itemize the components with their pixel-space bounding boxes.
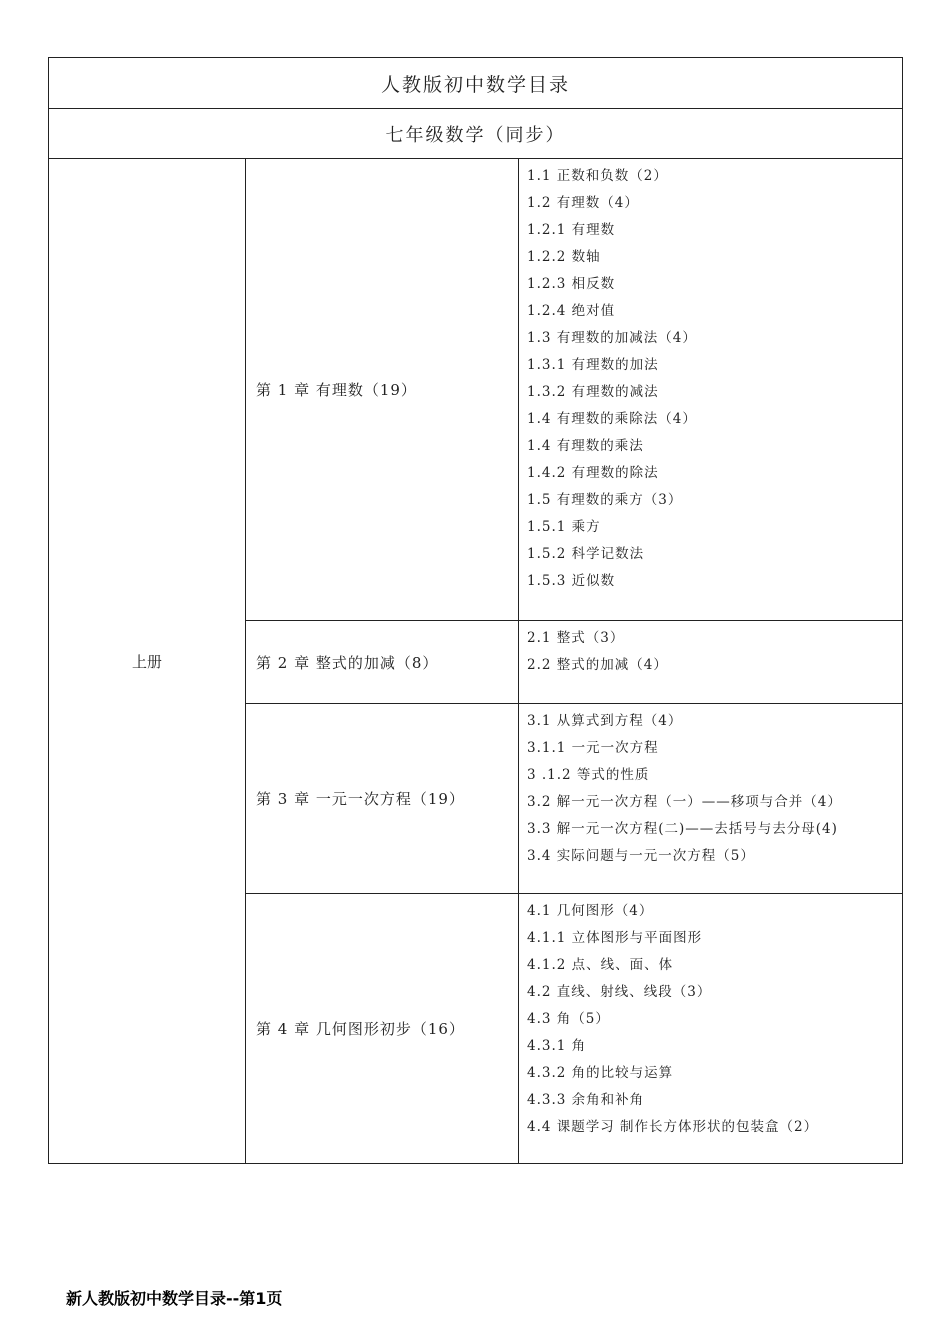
section-item: 1.4 有理数的乘法: [527, 438, 644, 454]
chapter-title: 第 4 章 几何图形初步（16）: [246, 894, 519, 1164]
section-item: 4.1.2 点、线、面、体: [527, 957, 674, 973]
section-item: 4.4 课题学习 制作长方体形状的包装盒（2）: [527, 1119, 819, 1135]
section-list: [527, 625, 902, 679]
section-item: 1.3.1 有理数的加法: [527, 357, 659, 373]
grade-heading: 七年级数学（同步）: [49, 109, 903, 159]
section-item: 1.2.1 有理数: [527, 222, 616, 238]
section-item: 1.4.2 有理数的除法: [527, 465, 659, 481]
catalog-table: [48, 57, 903, 1164]
section-item: 1.2.3 相反数: [527, 276, 616, 292]
volume-label: 上册: [49, 159, 246, 1164]
section-list: [527, 163, 902, 595]
section-item: 1.3 有理数的加减法（4）: [527, 330, 697, 346]
section-item: 1.5.1 乘方: [527, 519, 601, 535]
section-item: 3.2 解一元一次方程（一）——移项与合并（4）: [527, 794, 842, 810]
section-item: 4.2 直线、射线、线段（3）: [527, 984, 712, 1000]
section-item: 1.3.2 有理数的减法: [527, 384, 659, 400]
section-item: 1.2 有理数（4）: [527, 195, 639, 211]
section-item: 1.2.2 数轴: [527, 249, 601, 265]
section-item: 1.1 正数和负数（2）: [527, 168, 668, 184]
section-item: 2.2 整式的加减（4）: [527, 657, 668, 673]
section-item: 4.1 几何图形（4）: [527, 903, 654, 919]
section-item: 4.3.1 角: [527, 1038, 587, 1054]
section-cell: [519, 894, 903, 1164]
section-item: 1.5 有理数的乘方（3）: [527, 492, 683, 508]
section-item: 1.4 有理数的乘除法（4）: [527, 411, 697, 427]
page-footer: 新人教版初中数学目录--第1页: [66, 1289, 283, 1308]
section-cell: [519, 159, 903, 621]
chapter-row: [49, 159, 903, 621]
chapter-title: 第 1 章 有理数（19）: [246, 159, 519, 621]
section-item: 2.1 整式（3）: [527, 630, 625, 646]
section-list: [527, 708, 902, 870]
section-cell: [519, 704, 903, 894]
section-item: 1.5.3 近似数: [527, 573, 616, 589]
section-cell: [519, 621, 903, 704]
section-item: 3.1.1 一元一次方程: [527, 740, 659, 756]
section-item: 4.3 角（5）: [527, 1011, 610, 1027]
section-item: 3.1 从算式到方程（4）: [527, 713, 683, 729]
section-item: 3 .1.2 等式的性质: [527, 767, 650, 783]
section-item: 1.2.4 绝对值: [527, 303, 616, 319]
section-item: 1.5.2 科学记数法: [527, 546, 645, 562]
section-item: 4.1.1 立体图形与平面图形: [527, 930, 703, 946]
section-item: 4.3.2 角的比较与运算: [527, 1065, 674, 1081]
section-item: 3.3 解一元一次方程(二)——去括号与去分母(4): [527, 821, 838, 837]
section-item: 4.3.3 余角和补角: [527, 1092, 645, 1108]
catalog-title: 人教版初中数学目录: [49, 58, 903, 109]
chapter-title: 第 3 章 一元一次方程（19）: [246, 704, 519, 894]
chapter-title: 第 2 章 整式的加减（8）: [246, 621, 519, 704]
section-list: [527, 898, 902, 1141]
section-item: 3.4 实际问题与一元一次方程（5）: [527, 848, 755, 864]
